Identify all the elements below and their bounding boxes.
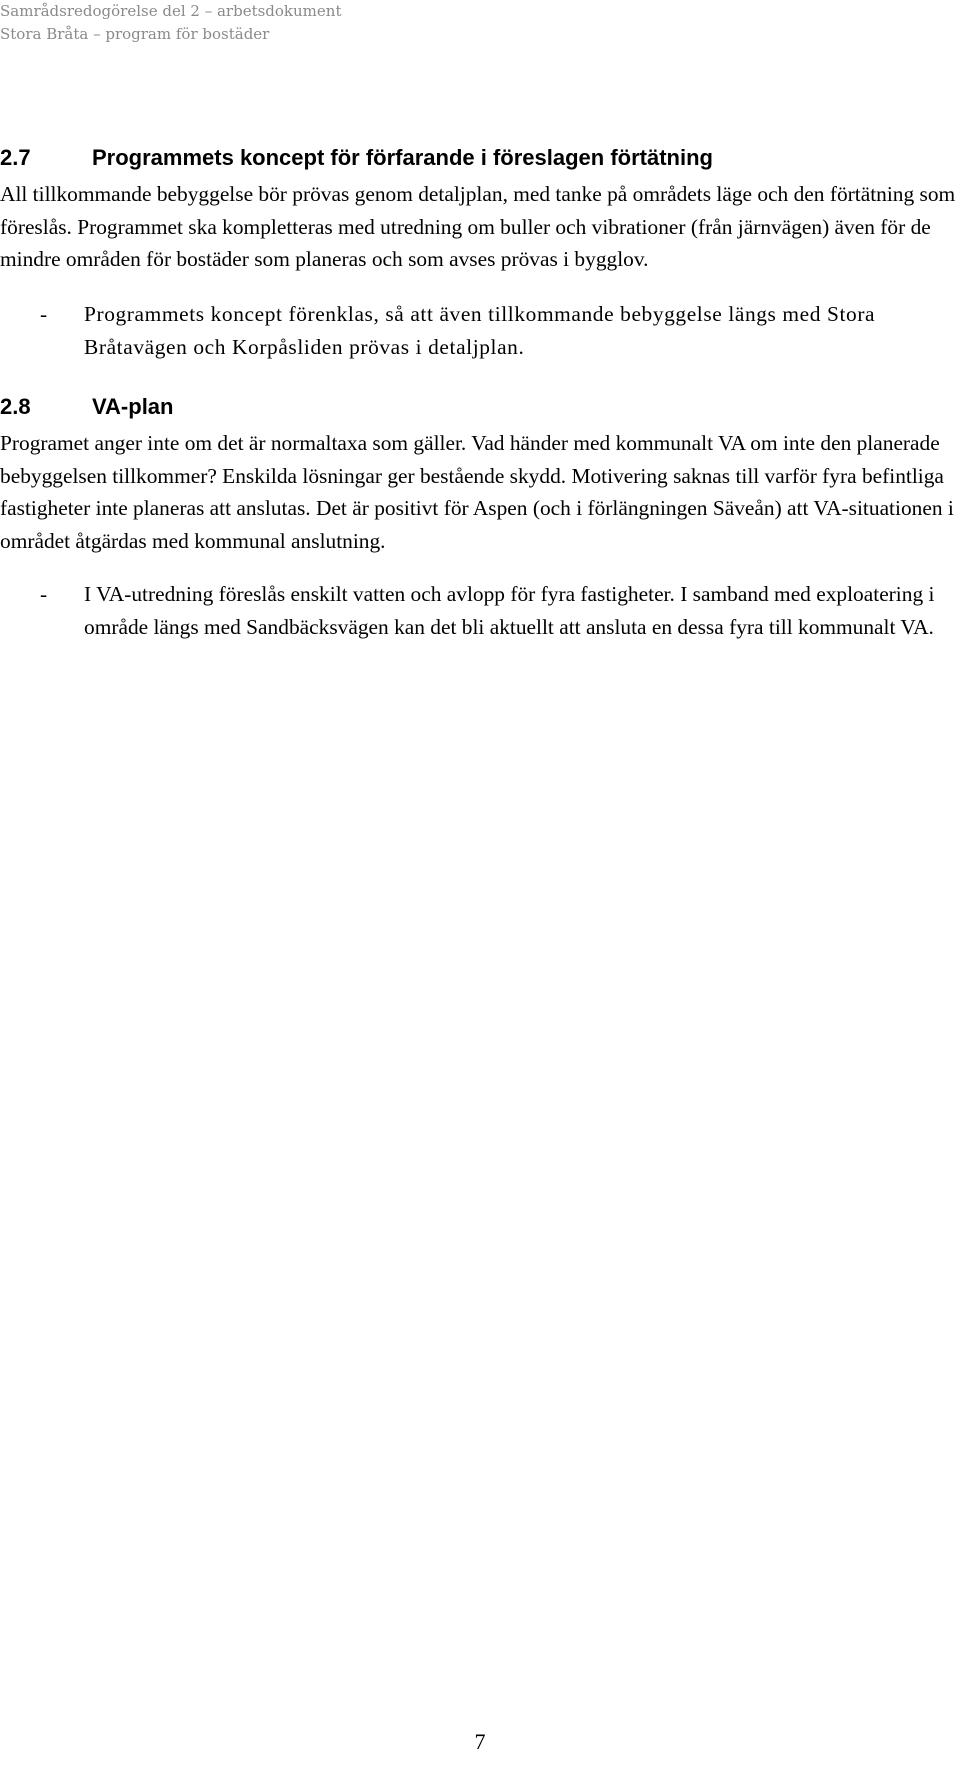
header-project-title: Stora Bråta – program för bostäder [0,25,270,43]
section-heading-2-8 [0,393,173,421]
bullet-item-2-8 [0,578,960,643]
section-number: 2.8 [0,394,31,419]
section-number: 2.7 [0,145,31,170]
section-paragraph-2-7: All tillkommande bebyggelse bör prövas genom detaljplan, med tanke på områdets läge och den förtätning som föreslås. Programmet ska kompletteras med utredning om buller och vibrationer (från järnvägen) även för de mindre områden för bostäder som planeras och som avses prövas i bygglov. [0,182,956,271]
section-heading-2-7 [0,144,713,172]
bullet-marker: - [40,582,48,606]
bullet-text: I VA-utredning föreslås enskilt vatten och avlopp för fyra fastigheter. I samband med exploatering i område längs med Sandbäcksvägen kan det bli aktuellt att ansluta en dessa fyra till kommunalt VA. [84,582,935,639]
page-header [0,0,341,46]
page-number: 7 [474,1729,486,1754]
section-title: VA-plan [92,394,174,419]
bullet-marker: - [40,302,48,326]
section-paragraph-2-8: Programet anger inte om det är normaltaxa som gäller. Vad händer med kommunalt VA om inte den planerade bebyggelsen tillkommer? Enskilda lösningar ger bestående skydd. Motivering saknas till varför fyra befintliga fastigheter inte planeras att anslutas. Det är positivt för Aspen (och i förlängningen Säveån) att VA-situationen i området åtgärdas med kommunal anslutning. [0,431,954,553]
bullet-item-2-7 [0,298,960,363]
header-document-title: Samrådsredogörelse del 2 – arbetsdokument [0,2,342,20]
section-title: Programmets koncept för förfarande i föreslagen förtätning [92,145,713,170]
bullet-text: Programmets koncept förenklas, så att även tillkommande bebyggelse längs med Stora Bråtavägen och Korpåsliden prövas i detaljplan. [84,302,876,359]
